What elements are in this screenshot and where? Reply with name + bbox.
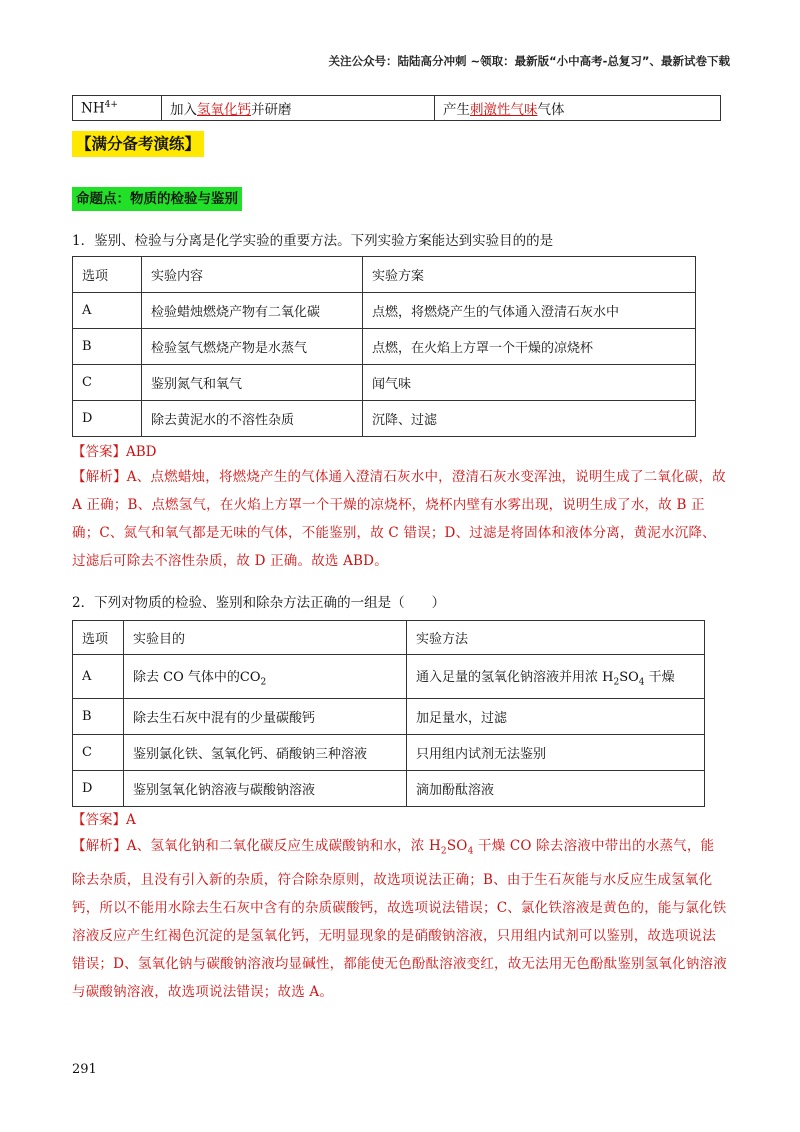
table-row bbox=[73, 96, 721, 121]
table-row bbox=[73, 735, 705, 771]
table-cell: 点燃，将燃烧产生的气体通入澄清石灰水中 bbox=[363, 293, 696, 329]
q1-stem: 1．鉴别、检验与分离是化学实验的重要方法。下列实验方案能达到实验目的的是 bbox=[72, 233, 554, 249]
header-cell: 实验内容 bbox=[142, 257, 363, 293]
table-cell: 鉴别氯化铁、氢氧化钙、硝酸钠三种溶液 bbox=[124, 735, 407, 771]
page-number: 291 bbox=[72, 1062, 97, 1077]
table-cell: 滴加酚酞溶液 bbox=[407, 771, 705, 807]
table-header-row bbox=[73, 257, 696, 293]
table-cell: D bbox=[73, 401, 142, 437]
table-row bbox=[73, 293, 696, 329]
q2-analysis: 【解析】A、氢氧化钠和二氧化碳反应生成碳酸钠和水，浓 $H_2SO_4$ 干燥 CO 除去溶液中带出的水蒸气，能除去杂质，且没有引入新的杂质，符合除杂原则，故选项说法正确；B、由于生石灰能与水反应生成氢氧化钙，所以不能用水除去生石灰中含有的杂质碳酸钙，故选项说法错误；C、氯化铁溶液是黄色的，能与氯化铁溶液反应产生红褐色沉淀的是氢氧化钙，无明显现象的是硝酸钠溶液，只用组内试剂可以鉴别，故选项说法错误；D、氢氧化钠与碳酸钠溶液均显碱性，都能使无色酚酞溶液变红，故无法用无色酚酞鉴别氢氧化钠溶液与碳酸钠溶液，故选项说法错误；故选 A。 bbox=[72, 838, 727, 1000]
page-header: 关注公众号：陆陆高分冲刺 ~领取：最新版“小中高考-总复习”、最新试卷下载 bbox=[328, 54, 730, 68]
table-header-row bbox=[73, 621, 705, 655]
table-cell: $NH^{4+}$ bbox=[73, 96, 162, 121]
table-cell: D bbox=[73, 771, 124, 807]
table-row bbox=[73, 655, 705, 699]
section-title: 【满分备考演练】 bbox=[72, 131, 204, 157]
q1-analysis: 【解析】A、点燃蜡烛，将燃烧产生的气体通入澄清石灰水中，澄清石灰水变浑浊，说明生成了二氧化碳，故 A 正确；B、点燃氢气，在火焰上方罩一个干燥的凉烧杯，烧杯内壁有水雾出现，说明生成了水，故 B 正确；C、氮气和氧气都是无味的气体，不能鉴别，故 C 错误；D、过滤是将固体和液体分离，黄泥水沉降、过滤后可除去不溶性杂质，故 D 正确。故选 ABD。 bbox=[72, 469, 726, 569]
table-cell: C bbox=[73, 735, 124, 771]
table-cell: 点燃，在火焰上方罩一个干燥的凉烧杯 bbox=[363, 329, 696, 365]
table-cell: 检验蜡烛燃烧产物有二氧化碳 bbox=[142, 293, 363, 329]
table-cell: 沉降、过滤 bbox=[363, 401, 696, 437]
table-cell: 加入氢氧化钙并研磨 bbox=[162, 96, 435, 121]
table-cell: B bbox=[73, 329, 142, 365]
table-row bbox=[73, 699, 705, 735]
header-cell: 实验方案 bbox=[363, 257, 696, 293]
table-cell: 除去 CO 气体中的$CO_2$ bbox=[124, 655, 407, 699]
header-cell: 选项 bbox=[73, 621, 124, 655]
table-cell: 通入足量的氢氧化钠溶液并用浓 $H_2SO_4$ 干燥 bbox=[407, 655, 705, 699]
table-row bbox=[73, 329, 696, 365]
table-cell: C bbox=[73, 365, 142, 401]
table-cell: 只用组内试剂无法鉴别 bbox=[407, 735, 705, 771]
q2-table bbox=[72, 620, 705, 807]
top-table bbox=[72, 95, 721, 121]
header-cell: 选项 bbox=[73, 257, 142, 293]
header-cell: 实验目的 bbox=[124, 621, 407, 655]
table-cell: 加足量水，过滤 bbox=[407, 699, 705, 735]
table-row bbox=[73, 401, 696, 437]
table-cell: 产生刺激性气味气体 bbox=[435, 96, 721, 121]
table-cell: 检验氢气燃烧产物是水蒸气 bbox=[142, 329, 363, 365]
table-cell: 除去生石灰中混有的少量碳酸钙 bbox=[124, 699, 407, 735]
q1-answer: 【答案】ABD bbox=[72, 444, 157, 460]
q1-table bbox=[72, 256, 696, 437]
table-cell: B bbox=[73, 699, 124, 735]
table-row bbox=[73, 771, 705, 807]
table-cell: A bbox=[73, 293, 142, 329]
table-cell: 闻气味 bbox=[363, 365, 696, 401]
header-cell: 实验方法 bbox=[407, 621, 705, 655]
table-cell: 鉴别氢氧化钠溶液与碳酸钠溶液 bbox=[124, 771, 407, 807]
table-cell: 除去黄泥水的不溶性杂质 bbox=[142, 401, 363, 437]
q2-answer: 【答案】A bbox=[72, 812, 136, 828]
section-subtitle: 命题点：物质的检验与鉴别 bbox=[72, 187, 242, 211]
table-cell: A bbox=[73, 655, 124, 699]
table-cell: 鉴别氮气和氧气 bbox=[142, 365, 363, 401]
table-row bbox=[73, 365, 696, 401]
q2-stem: 2．下列对物质的检验、鉴别和除杂方法正确的一组是（ ） bbox=[72, 595, 446, 611]
